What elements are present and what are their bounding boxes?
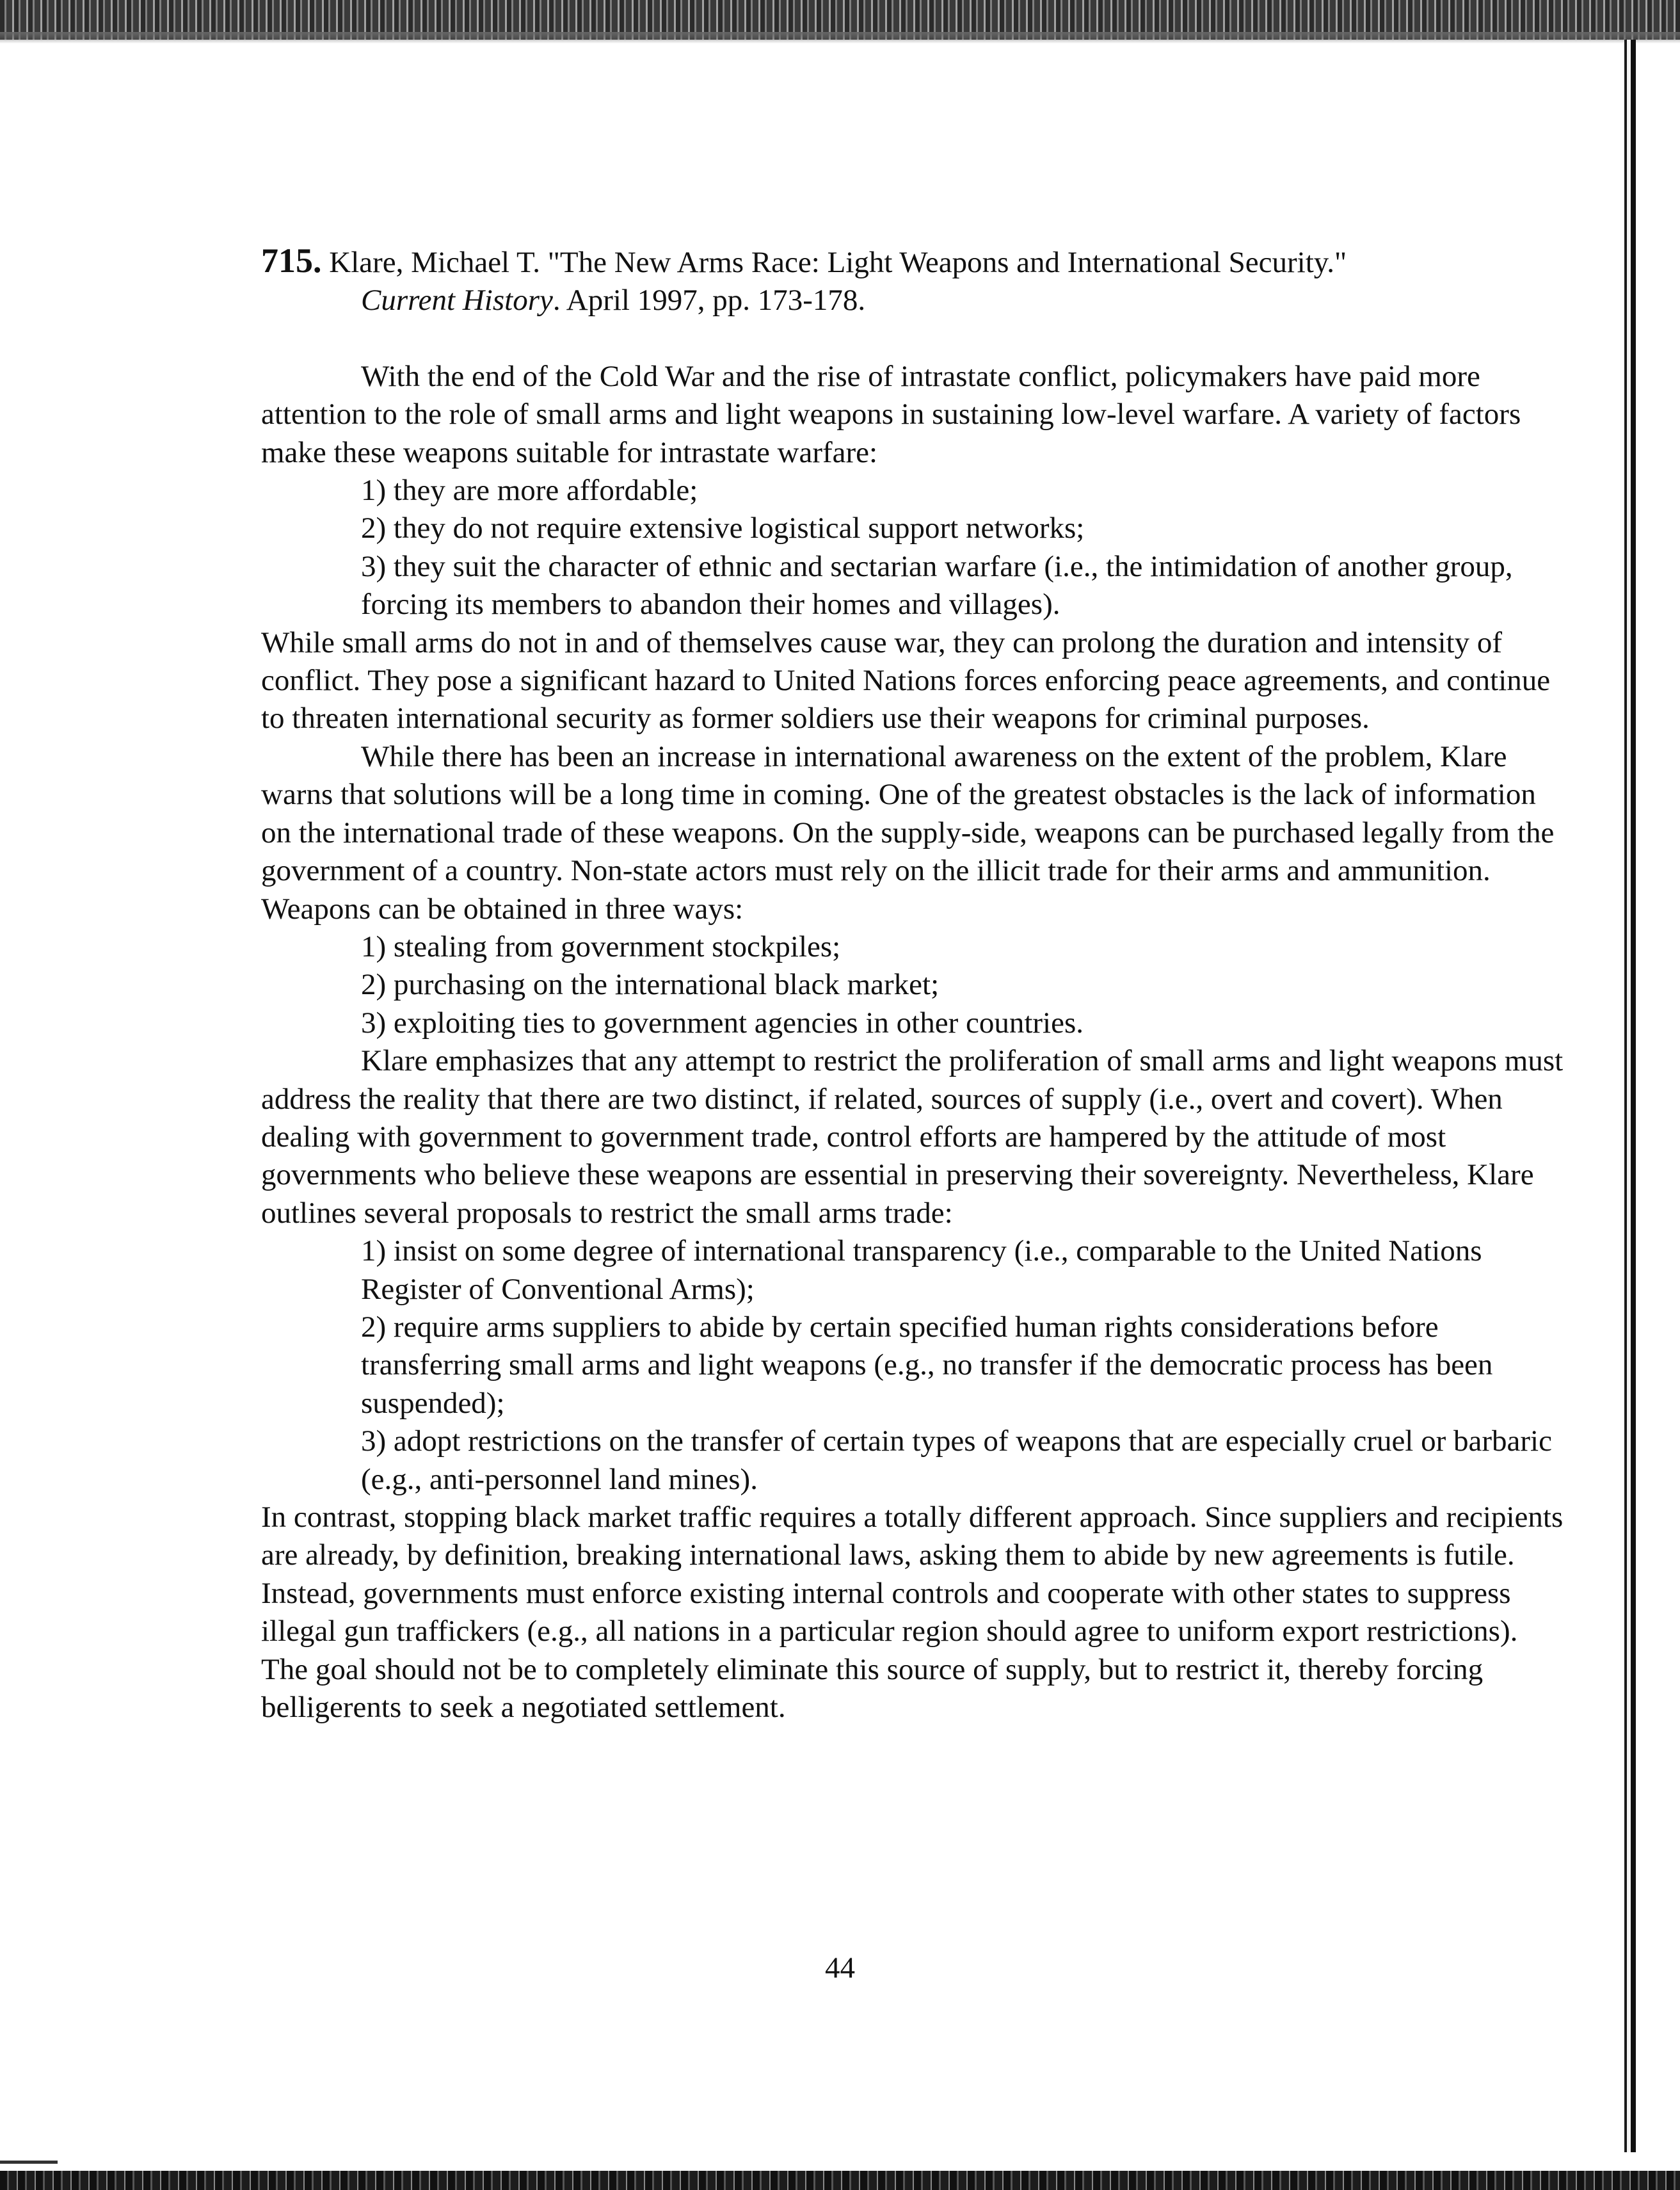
entry-number: 715. (261, 241, 322, 280)
spacer (261, 320, 1567, 358)
list-item: 3) exploiting ties to government agencies in other countries. (361, 1006, 1084, 1040)
list-item: 2) require arms suppliers to abide by certain specified human rights considerations before transferring small arms and light weapons (e.g., no transfer if the democratic process has been suspended); (361, 1310, 1493, 1420)
scan-top-shadow (0, 32, 1680, 44)
document-body (261, 242, 1567, 1727)
citation-details: . April 1997, pp. 173-178. (552, 284, 866, 318)
list-item: 1) they are more affordable; (361, 474, 698, 508)
scan-right-border (1624, 40, 1636, 2152)
list-item: 1) stealing from government stockpiles; (361, 930, 841, 963)
paragraph-awareness: While there has been an increase in international awareness on the extent of the problem, Klare warns that solutions will be a long time in coming. One of the greatest obstacles is the lack of information on the international trade of these weapons. On the supply-side, weapons can be purchased legally from the government of a country. Non-state actors must rely on the illicit trade for their arms and ammunition. Weapons can be obtained in three ways: (261, 739, 1555, 926)
list-item: 1) insist on some degree of international transparency (i.e., comparable to the United Nations Register of Conventional Arms); (361, 1234, 1482, 1306)
citation (261, 242, 1567, 282)
scan-mark (0, 2161, 58, 2164)
citation-author-title: Klare, Michael T. "The New Arms Race: Light Weapons and International Security." (321, 246, 1347, 279)
scan-bottom-border (0, 2171, 1680, 2190)
page-number: 44 (825, 1951, 855, 1985)
citation-source (261, 282, 1567, 319)
list-item: 2) they do not require extensive logistical support networks; (361, 511, 1085, 545)
journal-title: Current History (361, 284, 553, 318)
paragraph-proposals: Klare emphasizes that any attempt to restrict the proliferation of small arms and light weapons must address the reality that there are two distinct, if related, sources of supply (i.e., overt and covert). When dealing with government to government trade, control efforts are hampered by the attitude of most governments who believe these weapons are essential in preserving their sovereignty. Nevertheless, Klare outlines several proposals to restrict the small arms trade: (261, 1044, 1564, 1230)
paragraph-black-market: In contrast, stopping black market traffic requires a totally different approach. Since suppliers and recipients are already, by definition, breaking international laws, asking them to abide by new agreements is futile. Instead, governments must enforce existing internal controls and cooperate with other states to suppress illegal gun traffickers (e.g., all nations in a particular region should agree to uniform export restrictions). The goal should not be to completely eliminate this source of supply, but to restrict it, thereby forcing belligerents to seek a negotiated settlement. (261, 1501, 1564, 1725)
list-item: 2) purchasing on the international black market; (361, 968, 940, 1002)
paragraph-intro: With the end of the Cold War and the rise of intrastate conflict, policymakers have paid more attention to the role of small arms and light weapons in sustaining low-level warfare. A variety of factors make these weapons suitable for intrastate warfare: (261, 359, 1521, 469)
paragraph-conflict: While small arms do not in and of themselves cause war, they can prolong the duration and intensity of conflict. They pose a significant hazard to United Nations forces enforcing peace agreements, and continue to threaten international security as former soldiers use their weapons for criminal purposes. (261, 625, 1551, 736)
list-item: 3) adopt restrictions on the transfer of certain types of weapons that are especially cruel or barbaric (e.g., anti-personnel land mines). (361, 1424, 1552, 1496)
list-item: 3) they suit the character of ethnic and sectarian warfare (i.e., the intimidation of another group, forcing its members to abandon their homes and villages). (361, 549, 1513, 622)
